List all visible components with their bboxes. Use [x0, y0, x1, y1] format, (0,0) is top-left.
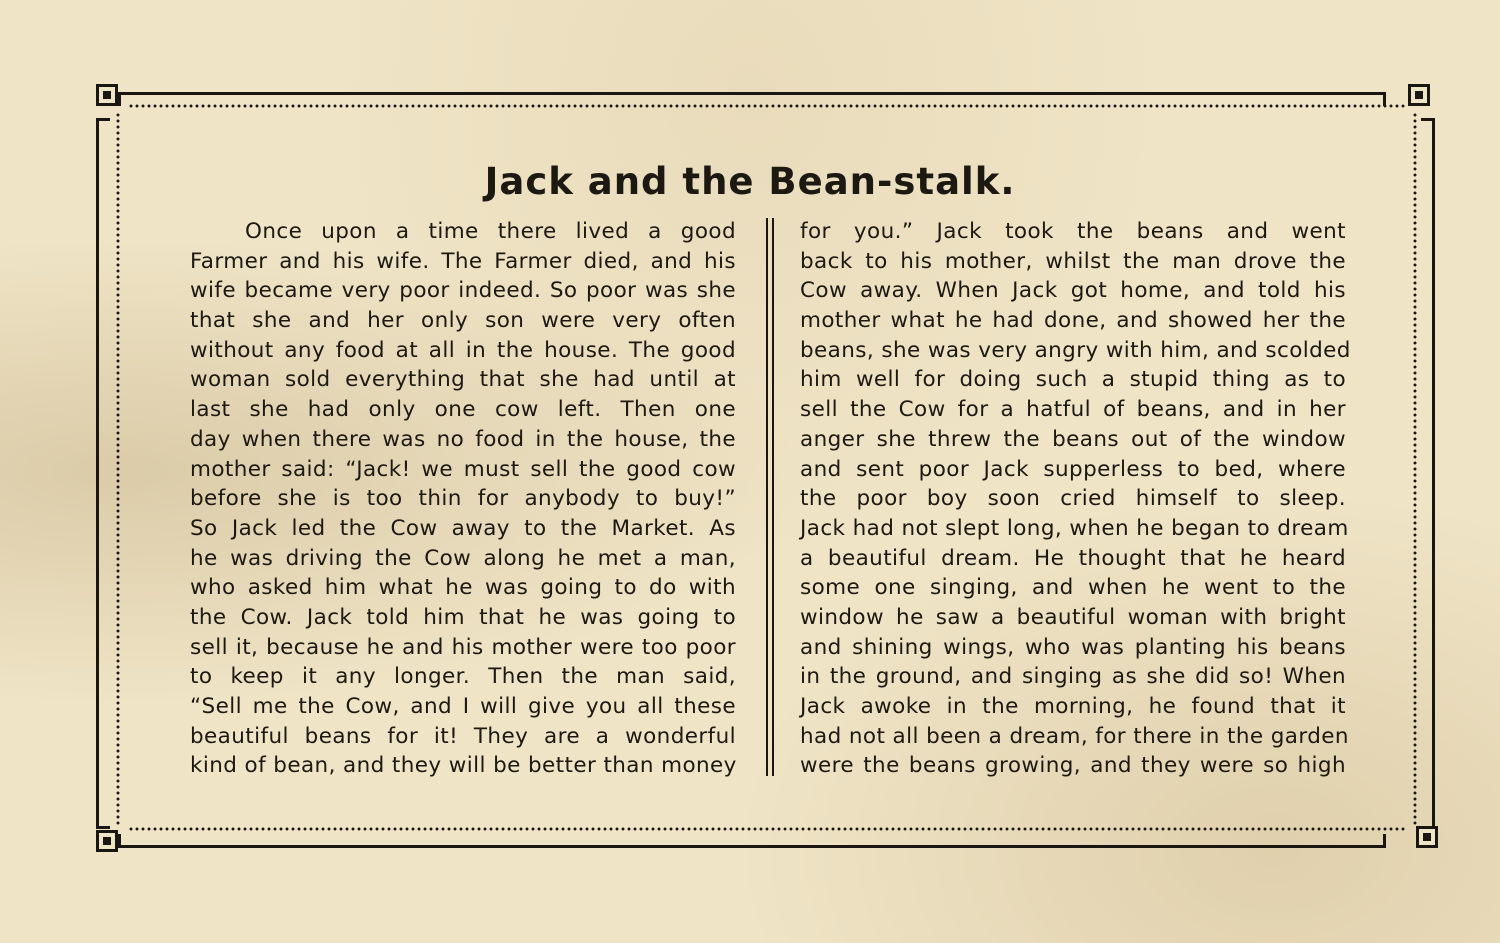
text-line: and sent poor Jack supperless to bed, where — [800, 456, 1346, 482]
text-line: Jack awoke in the morning, he found that it — [800, 694, 1346, 719]
text-line: “Sell me the Cow, and I will give you all these — [190, 694, 736, 719]
column-divider-right-rule — [772, 218, 774, 776]
frame-tick — [1421, 118, 1435, 121]
text-line: in the ground, and singing as she did so! When — [800, 664, 1346, 690]
left-text-column — [190, 217, 736, 781]
text-line: wife became very poor indeed. So poor was she — [190, 278, 736, 304]
text-line: a beautiful dream. He thought that he heard — [800, 545, 1346, 571]
frame-tick — [1383, 834, 1386, 848]
text-line: day when there was no food in the house, the — [190, 426, 736, 452]
text-line: him well for doing such a stupid thing as to — [800, 367, 1346, 393]
text-line: So Jack led the Cow away to the Market. As — [190, 515, 736, 541]
text-line: kind of bean, and they will be better than money — [190, 753, 737, 779]
text-line: woman sold everything that she had until at — [190, 367, 736, 393]
text-line: before she is too thin for anybody to buy!” — [190, 486, 736, 512]
text-line: the poor boy soon cried himself to sleep. — [800, 486, 1346, 512]
text-line: window he saw a beautiful woman with bright — [800, 604, 1346, 630]
text-line: beautiful beans for it! They are a wonderful — [190, 723, 736, 749]
frame-dotted-bottom — [128, 827, 1406, 831]
text-line: he was driving the Cow along he met a man, — [190, 545, 736, 571]
text-line: were the beans growing, and they were so high — [800, 753, 1346, 779]
text-line: for you.” Jack took the beans and went — [800, 219, 1346, 244]
text-line: the Cow. Jack told him that he was going to — [190, 604, 736, 630]
frame-tick — [96, 826, 110, 829]
text-line: beans, she was very angry with him, and scolded — [800, 337, 1351, 363]
text-line: Jack had not slept long, when he began to dream — [800, 515, 1349, 541]
text-line: last she had only one cow left. Then one — [190, 397, 736, 423]
corner-ornament-bottom-left — [96, 830, 118, 852]
frame-tick — [118, 834, 121, 848]
text-line: that she and her only son were very often — [190, 308, 736, 334]
text-line: some one singing, and when he went to the — [800, 575, 1346, 601]
corner-ornament-top-right — [1408, 84, 1430, 106]
text-line: Farmer and his wife. The Farmer died, and his — [190, 248, 736, 274]
frame-right-line — [1432, 118, 1435, 828]
text-line: sell it, because he and his mother were too poor — [190, 634, 736, 660]
right-text-column — [800, 217, 1351, 781]
text-line: who asked him what he was going to do with — [190, 575, 736, 601]
corner-ornament-top-left — [96, 84, 118, 106]
frame-tick — [118, 92, 121, 106]
page-title: Jack and the Bean-stalk. — [484, 160, 1016, 203]
corner-ornament-bottom-right — [1416, 826, 1438, 848]
text-line: mother said: “Jack! we must sell the good cow — [190, 456, 736, 482]
text-line: back to his mother, whilst the man drove the — [800, 248, 1346, 274]
text-line: mother what he had done, and showed her the — [800, 308, 1346, 334]
frame-tick — [96, 118, 110, 121]
frame-dotted-left — [116, 112, 120, 826]
text-line: had not all been a dream, for there in the garden — [800, 723, 1349, 749]
text-line: Cow away. When Jack got home, and told his — [800, 278, 1346, 304]
frame-dotted-top — [128, 104, 1406, 108]
text-line: sell the Cow for a hatful of beans, and in her — [800, 397, 1346, 423]
frame-dotted-right — [1413, 112, 1417, 826]
text-line: anger she threw the beans out of the window — [800, 426, 1346, 452]
text-line: without any food at all in the house. The good — [190, 337, 736, 363]
text-line: to keep it any longer. Then the man said, — [190, 664, 736, 690]
frame-bottom-line — [118, 845, 1386, 848]
text-line: and shining wings, who was planting his beans — [800, 634, 1346, 660]
frame-left-line — [96, 118, 99, 828]
text-line: Once upon a time there lived a good — [245, 219, 736, 244]
column-divider-left-rule — [766, 218, 768, 776]
frame-top-line — [118, 92, 1386, 95]
